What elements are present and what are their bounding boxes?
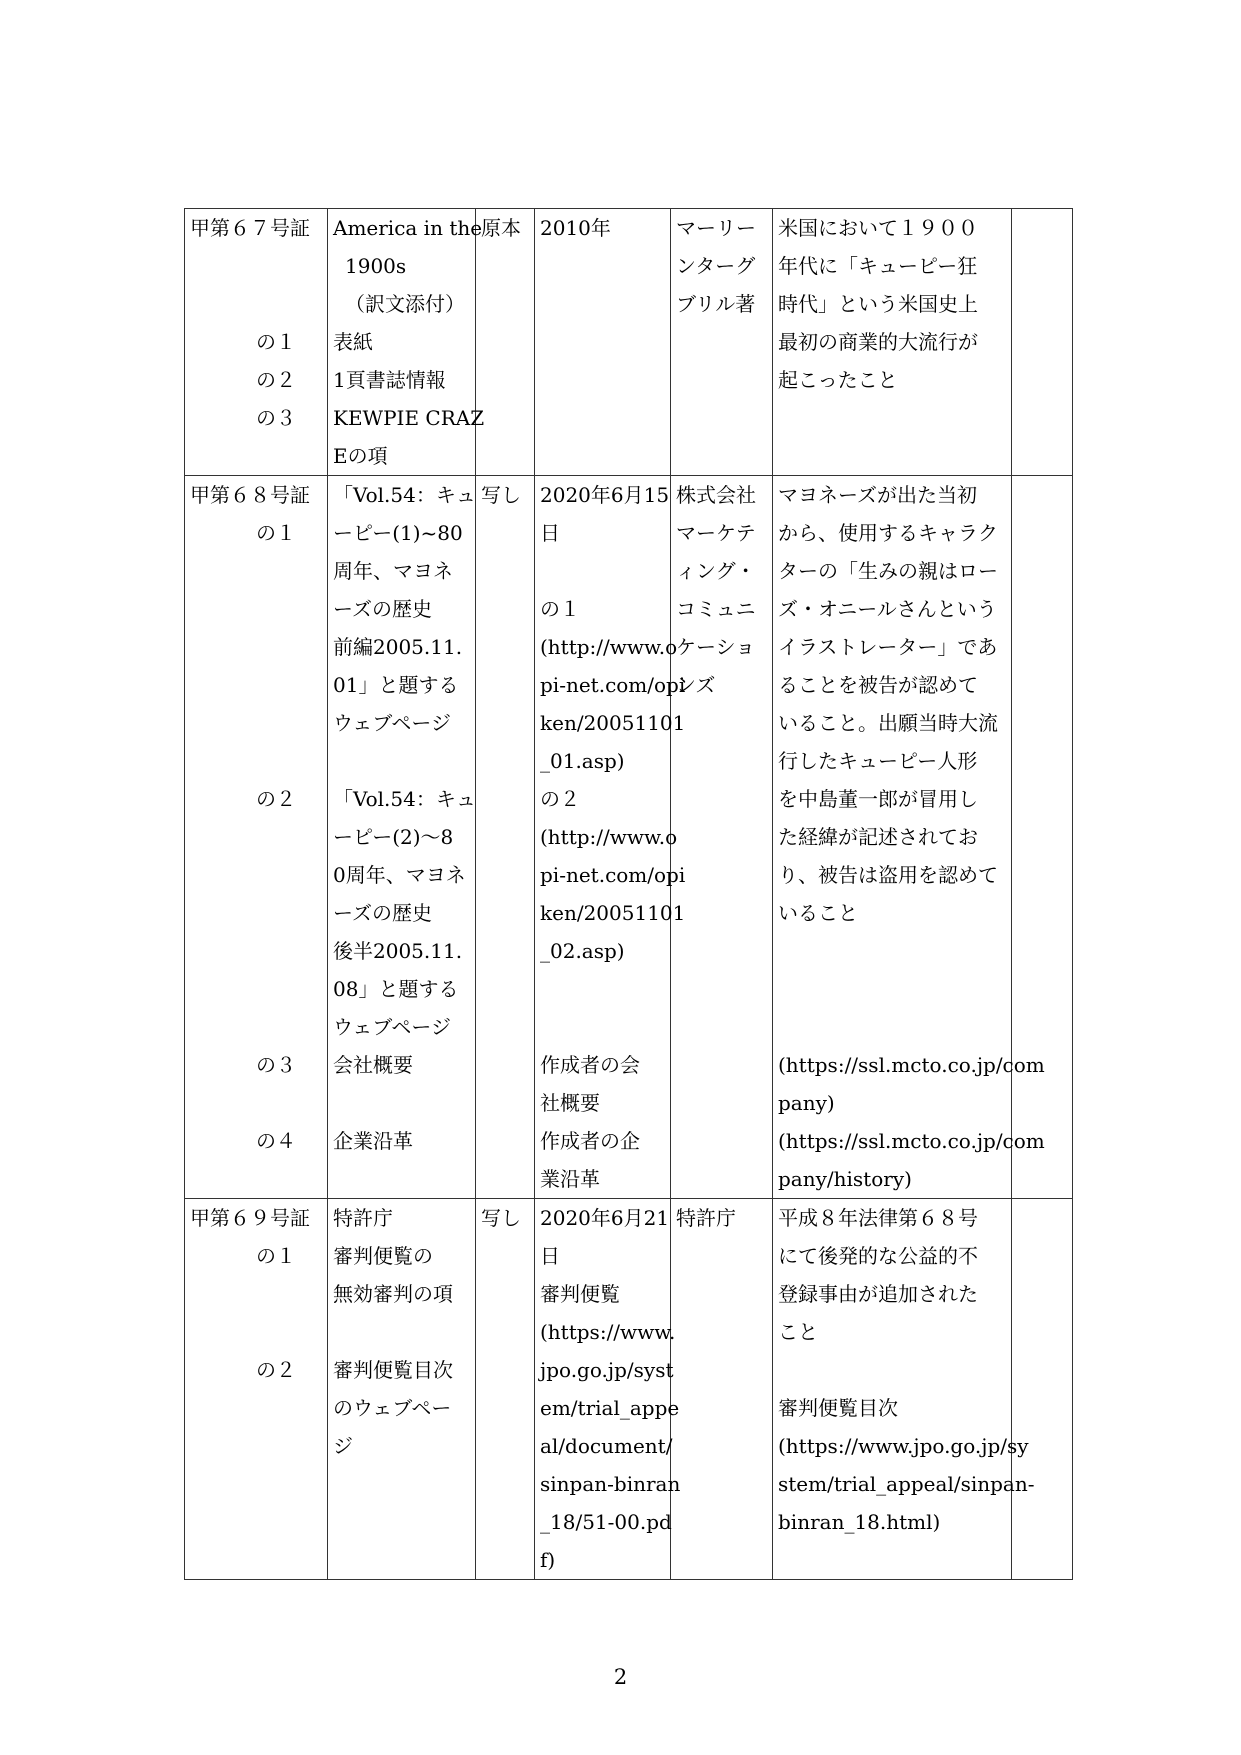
date-line xyxy=(540,970,665,1008)
copy-type-line: 写し xyxy=(481,483,521,507)
exhibit-line xyxy=(190,1008,322,1046)
date-line: 社概要 xyxy=(540,1091,600,1115)
exhibit-line: の２ xyxy=(256,1358,296,1382)
exhibit-line: の１ xyxy=(256,330,296,354)
exhibit-line xyxy=(190,932,322,970)
author-line: ケーショ xyxy=(676,635,756,659)
exhibit-line xyxy=(190,894,322,932)
title-line: 企業沿革 xyxy=(333,1129,413,1153)
purpose-line xyxy=(778,1008,1006,1046)
exhibit-line xyxy=(190,437,322,475)
date-line: _18/51-00.pd xyxy=(540,1510,672,1534)
purpose-line: ズ・オニールさんという xyxy=(778,597,997,621)
purpose-cell xyxy=(773,209,1012,476)
exhibit-line xyxy=(190,856,322,894)
author-line: ブリル著 xyxy=(676,292,756,316)
title-line: ウェブページ xyxy=(333,711,451,735)
purpose-line xyxy=(778,932,1006,970)
date-line: ken/20051101 xyxy=(540,901,686,925)
date-line: 作成者の会 xyxy=(540,1053,640,1077)
date-line: (http://www.o xyxy=(540,825,678,849)
title-line: ーピー(2)～8 xyxy=(333,825,454,849)
exhibit-line: の３ xyxy=(256,406,296,430)
date-line: 審判便覧 xyxy=(540,1282,620,1306)
purpose-line: 起こったこと xyxy=(778,368,898,392)
purpose-line: (https://ssl.mcto.co.jp/com xyxy=(778,1129,1045,1153)
copy-type-cell xyxy=(476,209,535,476)
title-line xyxy=(333,1160,470,1198)
purpose-line: た経緯が記述されてお xyxy=(778,825,978,849)
date-line: 2010年 xyxy=(540,216,611,240)
exhibit-line xyxy=(190,1503,322,1541)
date-line xyxy=(540,1008,665,1046)
title-line: 後半2005.11. xyxy=(333,939,463,963)
purpose-line: ることを被告が認めて xyxy=(778,673,978,697)
title-line: ーズの歴史 xyxy=(333,597,432,621)
title-line: 会社概要 xyxy=(333,1053,413,1077)
date-line: al/document/ xyxy=(540,1434,673,1458)
table-row xyxy=(185,1199,1073,1580)
exhibit-line xyxy=(190,1313,322,1351)
date-line: (https://www. xyxy=(540,1320,676,1344)
author-line: マーリー xyxy=(676,216,756,240)
date-line: 作成者の企 xyxy=(540,1129,640,1153)
purpose-line: ターの「生みの親はロー xyxy=(778,559,998,583)
title-line: America in the xyxy=(333,216,483,240)
exhibit-line xyxy=(190,666,322,704)
author-line: 特許庁 xyxy=(676,1206,736,1230)
title-line xyxy=(333,1313,470,1351)
title-line: ーズの歴史 xyxy=(333,901,432,925)
exhibit-line xyxy=(190,590,322,628)
purpose-line: マヨネーズが出た当初 xyxy=(778,483,977,507)
exhibit-line xyxy=(190,1389,322,1427)
author-line: ンズ xyxy=(676,673,716,697)
date-line: jpo.go.jp/syst xyxy=(540,1358,674,1382)
table-row xyxy=(185,476,1073,1199)
exhibit-line: の１ xyxy=(256,1244,296,1268)
title-line: 審判便覧の xyxy=(333,1244,433,1268)
exhibit-number-cell xyxy=(185,476,328,1199)
purpose-line: 審判便覧目次 xyxy=(778,1396,898,1420)
table-body xyxy=(185,209,1073,1580)
title-line: 0周年、マヨネ xyxy=(333,863,466,887)
title-line: 前編2005.11. xyxy=(333,635,463,659)
author-cell xyxy=(671,1199,773,1580)
date-line: _01.asp) xyxy=(540,749,625,773)
author-cell xyxy=(671,476,773,1199)
exhibit-line xyxy=(190,285,322,323)
purpose-line: stem/trial_appeal/sinpan- xyxy=(778,1472,1035,1496)
author-line: ィング・ xyxy=(676,559,756,583)
title-line: 特許庁 xyxy=(333,1206,393,1230)
title-line: 審判便覧目次 xyxy=(333,1358,453,1382)
title-line: 1900s xyxy=(345,254,407,278)
author-cell xyxy=(671,209,773,476)
title-line: 01」と題する xyxy=(333,673,459,697)
title-line: （訳文添付） xyxy=(345,292,465,316)
exhibit-line: 甲第６８号証 xyxy=(190,483,310,507)
title-line: 「Vol.54：キュ xyxy=(333,483,476,507)
copy-type-cell xyxy=(476,1199,535,1580)
date-line: ken/20051101 xyxy=(540,711,686,735)
date-line: sinpan-binran xyxy=(540,1472,681,1496)
date-line: _02.asp) xyxy=(540,939,625,963)
remarks-cell xyxy=(1012,1199,1073,1580)
date-line xyxy=(540,552,665,590)
date-line: の２ xyxy=(540,787,580,811)
page-number: 2 xyxy=(613,1665,628,1689)
date-cell xyxy=(535,1199,681,1580)
purpose-line: 時代」という米国史上 xyxy=(778,292,978,316)
exhibit-line xyxy=(190,742,322,780)
date-line: f) xyxy=(540,1548,556,1572)
exhibit-line: 甲第６７号証 xyxy=(190,216,310,240)
evidence-table xyxy=(184,208,1073,1580)
purpose-line: 登録事由が追加された xyxy=(778,1282,978,1306)
title-line xyxy=(333,1084,470,1122)
exhibit-line xyxy=(190,704,322,742)
title-cell xyxy=(328,209,485,476)
author-line: ンターグ xyxy=(676,254,756,278)
purpose-line: pany) xyxy=(778,1091,835,1115)
purpose-line xyxy=(778,970,1006,1008)
title-line: Eの項 xyxy=(333,444,388,468)
exhibit-number-cell xyxy=(185,1199,328,1580)
purpose-line xyxy=(778,1351,1006,1389)
exhibit-line xyxy=(190,1160,322,1198)
title-line: 無効審判の項 xyxy=(333,1282,453,1306)
copy-type-cell xyxy=(476,476,535,1199)
exhibit-line xyxy=(190,1275,322,1313)
purpose-line: pany/history) xyxy=(778,1167,912,1191)
date-line: の１ xyxy=(540,597,580,621)
purpose-line: 年代に「キューピー狂 xyxy=(778,254,978,278)
purpose-line: (https://www.jpo.go.jp/sy xyxy=(778,1434,1029,1458)
title-line: ジ xyxy=(333,1434,353,1458)
title-line: ーピー(1)~80 xyxy=(333,521,463,545)
date-line: 業沿革 xyxy=(540,1167,600,1191)
exhibit-line xyxy=(190,247,322,285)
title-line: 「Vol.54：キュ xyxy=(333,787,476,811)
title-cell xyxy=(328,476,476,1199)
copy-type-line: 原本 xyxy=(481,216,521,240)
purpose-line: 平成８年法律第６８号 xyxy=(778,1206,978,1230)
copy-type-line: 写し xyxy=(481,1206,521,1230)
remarks-cell xyxy=(1012,209,1073,476)
exhibit-line xyxy=(190,552,322,590)
purpose-line: り、被告は盗用を認めて xyxy=(778,863,998,887)
purpose-cell xyxy=(773,476,1045,1199)
purpose-line: から、使用するキャラク xyxy=(778,521,998,545)
author-line: マーケテ xyxy=(676,521,756,545)
purpose-line: 米国において１９００ xyxy=(778,216,978,240)
exhibit-line: の４ xyxy=(256,1129,296,1153)
date-line: em/trial_appe xyxy=(540,1396,680,1420)
title-line xyxy=(333,742,470,780)
purpose-line: binran_18.html) xyxy=(778,1510,941,1534)
exhibit-line xyxy=(190,818,322,856)
table-row xyxy=(185,209,1073,476)
purpose-line: (https://ssl.mcto.co.jp/com xyxy=(778,1053,1045,1077)
exhibit-line: 甲第６９号証 xyxy=(190,1206,310,1230)
exhibit-line xyxy=(190,1465,322,1503)
date-line: 2020年6月21 xyxy=(540,1206,670,1230)
exhibit-line xyxy=(190,970,322,1008)
date-cell xyxy=(535,209,671,476)
date-line: 2020年6月15 xyxy=(540,483,670,507)
author-line: コミュニ xyxy=(676,597,756,621)
title-cell xyxy=(328,1199,476,1580)
title-line: 1頁書誌情報 xyxy=(333,368,446,392)
title-line: 表紙 xyxy=(333,330,373,354)
title-line: ウェブページ xyxy=(333,1015,451,1039)
title-line: 08」と題する xyxy=(333,977,459,1001)
purpose-line: いること。出願当時大流 xyxy=(778,711,998,735)
date-line: pi-net.com/opi xyxy=(540,863,686,887)
purpose-line: こと xyxy=(778,1320,818,1344)
date-line: (http://www.o xyxy=(540,635,678,659)
exhibit-line xyxy=(190,628,322,666)
purpose-line: を中島董一郎が冒用し xyxy=(778,787,978,811)
exhibit-line: の３ xyxy=(256,1053,296,1077)
remarks-cell xyxy=(1012,476,1073,1199)
purpose-line: 行したキューピー人形 xyxy=(778,749,978,773)
exhibit-line xyxy=(190,1541,322,1579)
purpose-line: イラストレーター」であ xyxy=(778,635,998,659)
exhibit-line: の２ xyxy=(256,368,296,392)
purpose-cell xyxy=(773,1199,1035,1580)
exhibit-line xyxy=(190,1427,322,1465)
purpose-line: 最初の商業的大流行が xyxy=(778,330,978,354)
exhibit-line: の１ xyxy=(256,521,296,545)
purpose-line: いること xyxy=(778,901,858,925)
date-line: 日 xyxy=(540,1244,560,1268)
date-cell xyxy=(535,476,686,1199)
purpose-line: にて後発的な公益的不 xyxy=(778,1244,978,1268)
title-line: KEWPIE CRAZ xyxy=(333,406,485,430)
exhibit-line xyxy=(190,1084,322,1122)
exhibit-line: の２ xyxy=(256,787,296,811)
date-line: pi-net.com/opi xyxy=(540,673,686,697)
exhibit-number-cell xyxy=(185,209,328,476)
author-line: 株式会社 xyxy=(676,483,756,507)
title-line: のウェブペー xyxy=(333,1396,452,1420)
date-line: 日 xyxy=(540,521,560,545)
title-line: 周年、マヨネ xyxy=(333,559,453,583)
